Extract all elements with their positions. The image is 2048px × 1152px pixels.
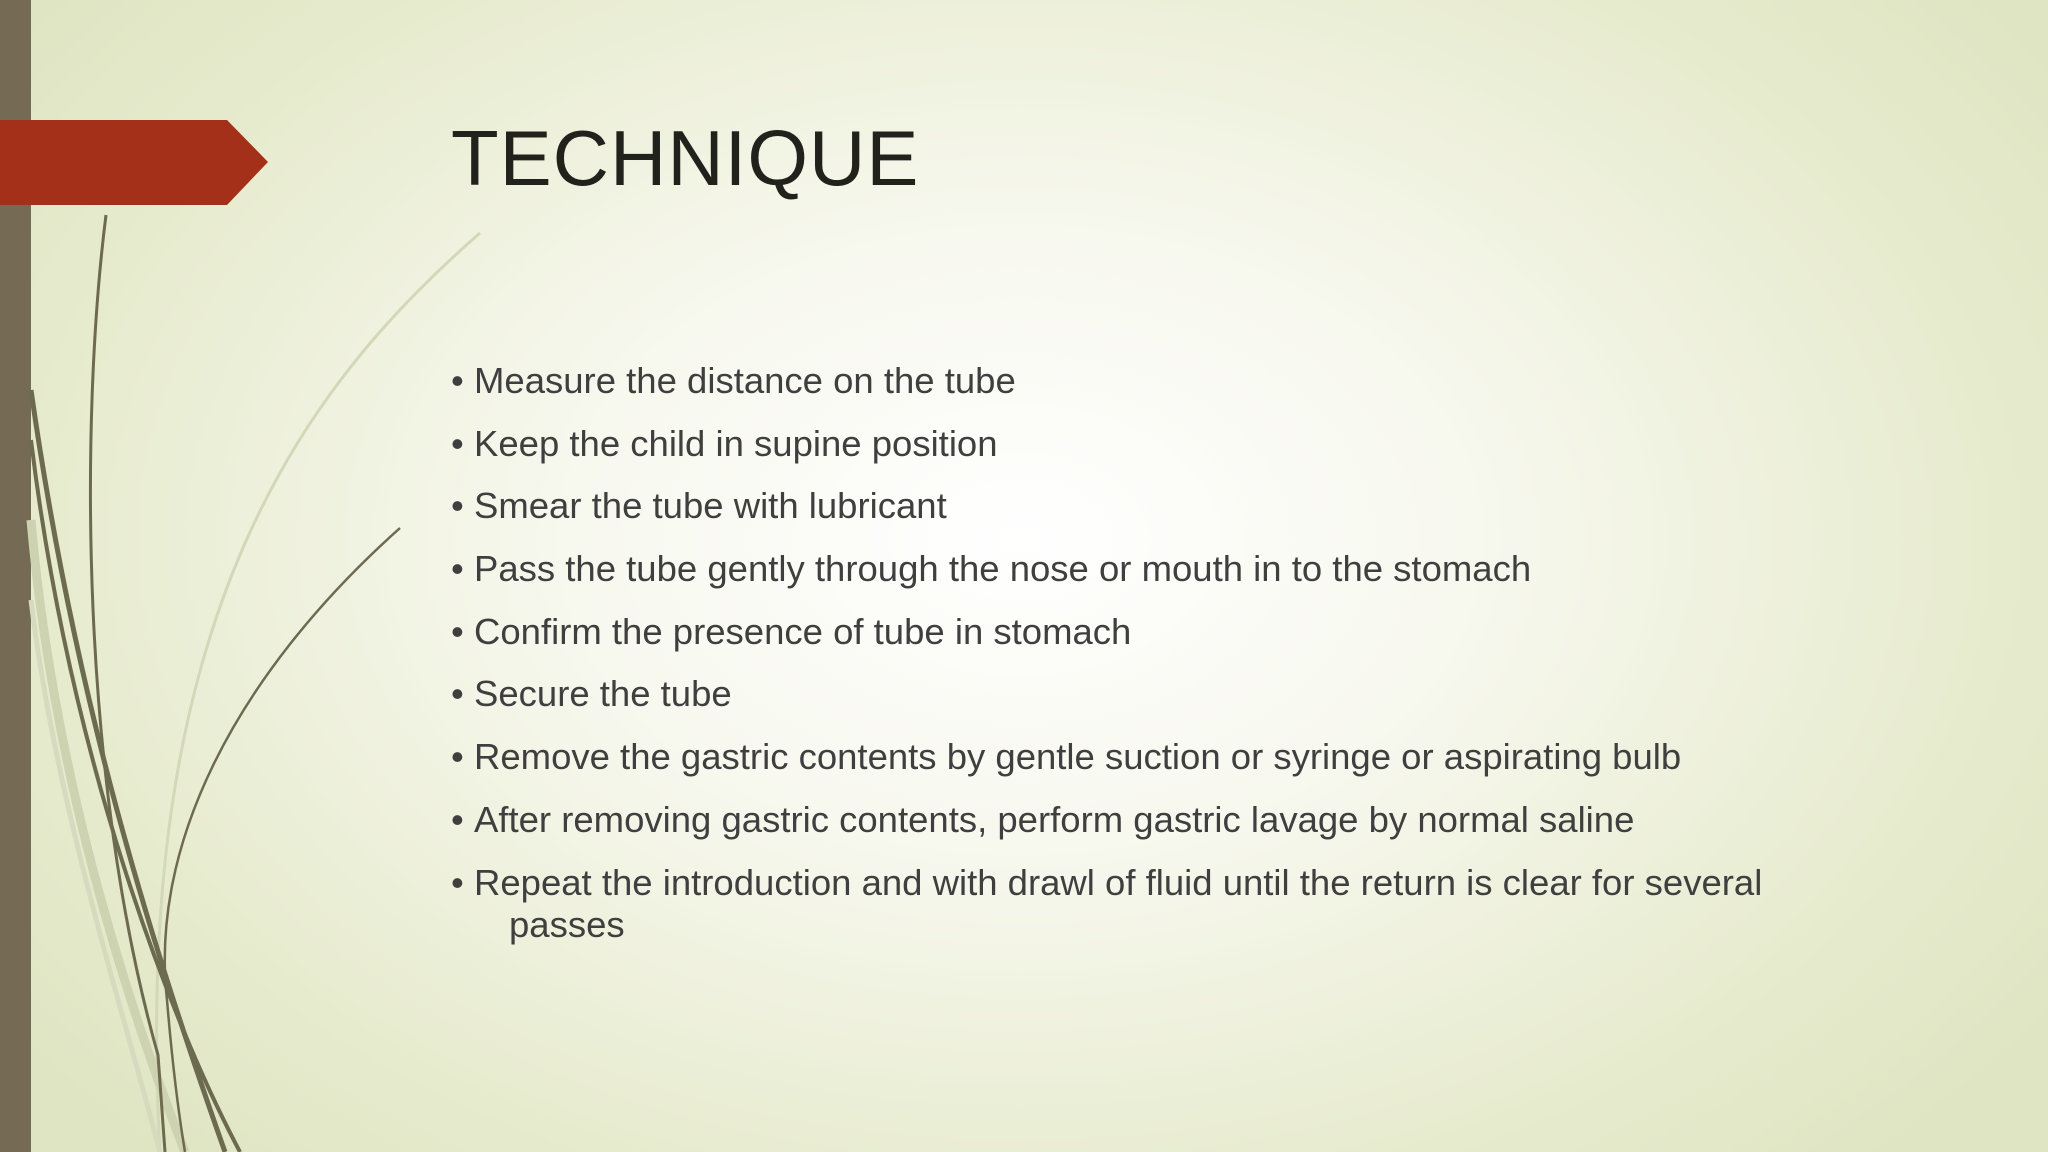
- bullet-item: [451, 611, 1871, 653]
- bullet-marker: •: [451, 798, 464, 840]
- bullet-marker: •: [451, 485, 464, 527]
- bullet-text: Smear the tube with lubricant: [474, 485, 947, 527]
- bullet-marker: •: [451, 861, 464, 903]
- bullet-text: Confirm the presence of tube in stomach: [474, 610, 1132, 652]
- bullet-item: [451, 673, 1871, 715]
- bullet-item: [451, 736, 1871, 778]
- bullet-item: [451, 485, 1871, 527]
- bullet-marker: •: [451, 673, 464, 715]
- bullet-item: [451, 423, 1871, 465]
- bullet-text: Measure the distance on the tube: [474, 360, 1016, 401]
- slide-title: TECHNIQUE: [451, 114, 920, 202]
- bullet-marker: •: [451, 610, 464, 652]
- bullet-item: [451, 548, 1871, 590]
- swoosh-dark-1: [90, 215, 165, 1152]
- bullet-continuation-text: passes: [509, 903, 625, 945]
- bullet-marker: •: [451, 422, 464, 464]
- swoosh-dark-3: [31, 440, 240, 1152]
- bullet-marker: •: [451, 360, 464, 401]
- bullet-marker: •: [451, 736, 464, 778]
- bullet-item: [451, 862, 1871, 946]
- bullet-text: Secure the tube: [474, 673, 732, 715]
- bullet-item: [451, 799, 1871, 841]
- bullet-text: Keep the child in supine position: [474, 422, 998, 464]
- bullet-text: Repeat the introduction and with drawl of fluid until the return is clear for several: [474, 861, 1763, 903]
- bullet-text: Pass the tube gently through the nose or mouth in to the stomach: [474, 548, 1532, 590]
- bullet-item: [451, 360, 1871, 402]
- swoosh-light-2: [31, 520, 185, 1152]
- swoosh-light-1: [157, 233, 480, 1152]
- accent-arrow-tab: [0, 120, 268, 205]
- bullet-text: Remove the gastric contents by gentle suction or syringe or aspirating bulb: [474, 736, 1682, 778]
- bullet-text: After removing gastric contents, perform gastric lavage by normal saline: [474, 798, 1635, 840]
- bullet-list: [451, 360, 1871, 966]
- swoosh-dark-4: [165, 528, 400, 1152]
- bullet-marker: •: [451, 548, 464, 590]
